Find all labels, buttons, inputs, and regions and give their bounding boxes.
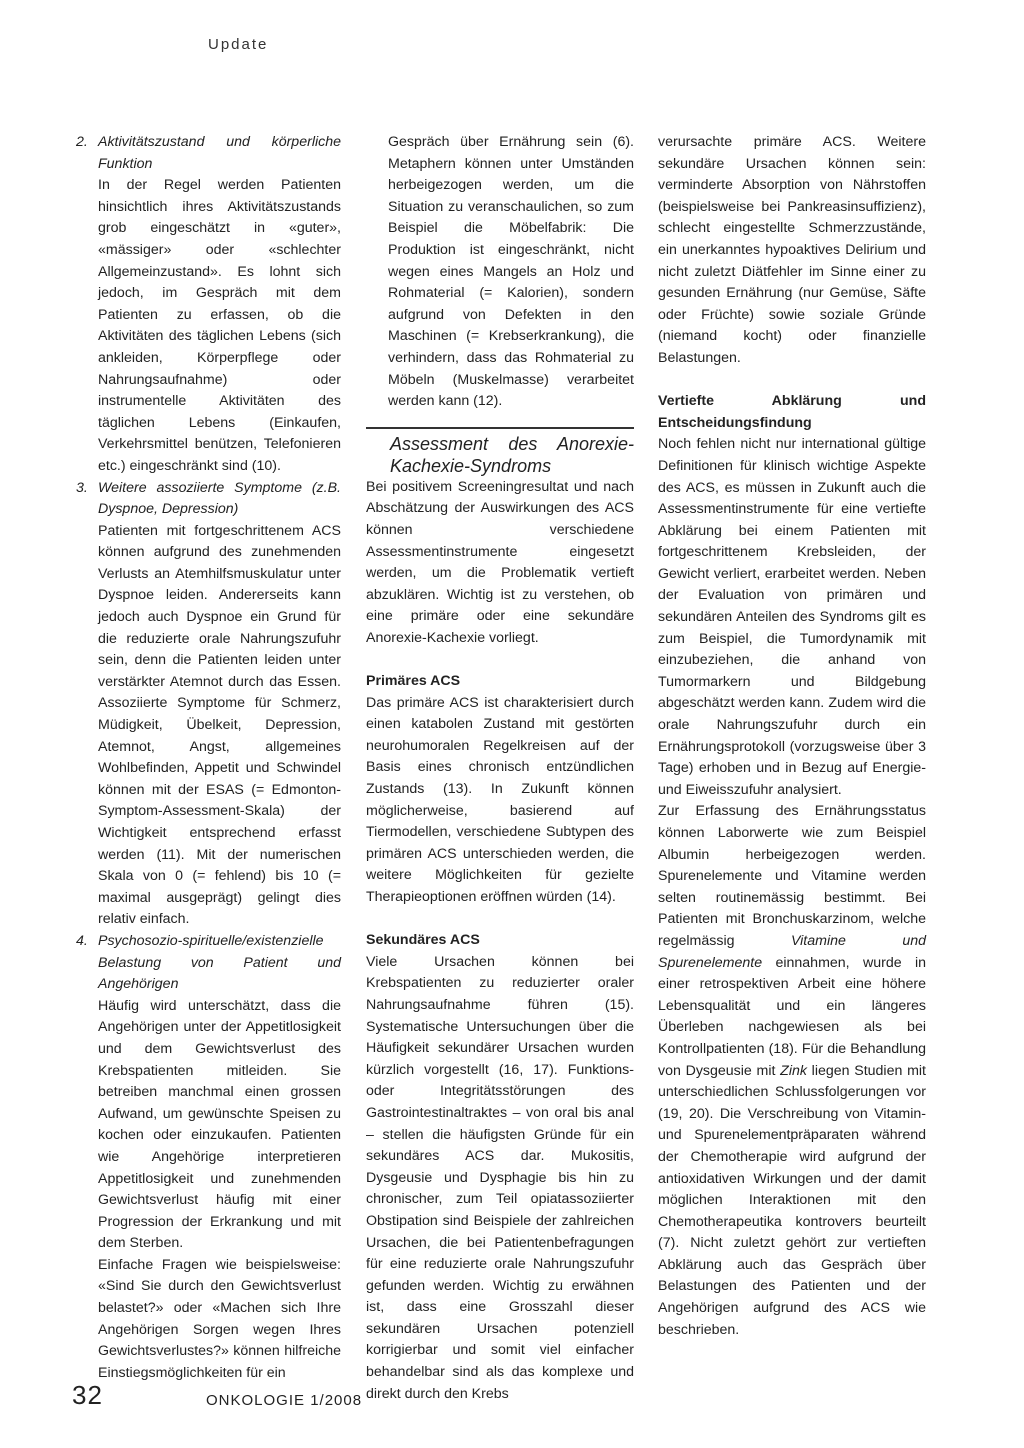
paragraph: Viele Ursachen können bei Krebspatienten zu reduzierter oraler Nahrungsaufnahme führen (15). Systematische Untersuchungen über die Häufigkeit sekundärer Ursachen wurden kürzlich vorgestellt (16, 17). Funktions- oder Integritätsstörungen des Gastrointestinaltraktes – von oral bis anal – stellen die häufigsten Gründe für ein sekundäres ACS dar. Mukositis, Dysgeusie und Dysphagie bis hin zu chronischer, zum Teil opiatassoziierter Obstipation sind Beispiele der zahlreichen Ursachen, die bei Patientenbefragungen für eine reduzierte orale Nahrungszufuhr gefunden werden. Wichtig zu erwähnen ist, dass eine Grosszahl dieser sekundären Ursachen potenziell korrigierbar und somit viel einfacher behandelbar sind als das komplexe und direkt durch den Krebs [366,953,634,1402]
text-run: Zur Erfassung des Ernährungsstatus können Laborwerte wie zum Beispiel Albumin herbeigezogen werden. Spurenelemente und Vitamine werden selten routinemässig bestimmt. Bei Patienten mit Bronchuskarzinom, welche regelmässig [658,803,926,949]
paragraph: Häufig wird unterschätzt, dass die Angehörigen unter der Appetitlosigkeit und dem Gewichtsverlust des Krebspatienten mitleiden. Sie betreiben manchmal einen grossen Aufwand, um gewünschte Speisen zu kochen oder einzukaufen. Patienten wie Angehörige interpretieren Appetitlosigkeit und zunehmenden Gewichtsverlust häufig mit einer Progression der Erkrankung und mit dem Sterben. [98,997,341,1252]
subheading: Vertiefte Abklärung und Entscheidungsfindung [658,393,926,431]
list-item-4 [76,931,341,1384]
paragraph: verursachte primäre ACS. Weitere sekundäre Ursachen können sein: verminderte Absorption von Nährstoffen (beispielsweise bei Pankreasinsuffizienz), schlecht eingestellte Schmerzzustände, ein unerkanntes hypoaktives Delirium und nicht zuletzt Diätfehler im Sinne einer zu gesunden Ernährung (nur Gemüse, Säfte oder Früchte) sowie soziale Gründe (niemand kocht) oder finanzielle Belastungen. [658,134,926,366]
list-number: 2. [76,134,88,150]
list-item-3 [76,478,341,931]
list-item-title: Weitere assoziierte Symptome (z.B. Dyspnoe, Depression) [98,479,341,518]
column-1 [76,132,341,1384]
paragraph: Bei positivem Screeningresultat und nach Abschätzung der Auswirkungen des ACS können verschiedene Assessmentinstrumente eingesetzt werden, um die Problematik vertieft abzuklären. Wichtig ist zu verstehen, ob eine primäre oder eine sekundäre Anorexie-Kachexie vorliegt. [366,478,634,646]
paragraph: Das primäre ACS ist charakterisiert durch einen katabolen Zustand mit gestörten neurohumoralen Regelkreisen auf der Basis eines chronisch entzündlichen Zustands (13). In Zukunft können möglicherweise, basierend auf Tiermodellen, verschiedene Subtypen des primären ACS unterschieden werden, die weitere Möglichkeiten für gezielte Therapieoptionen eröffnen würden (14). [366,694,634,905]
section-rule [366,427,634,429]
paragraph: Patienten mit fortgeschrittenem ACS können aufgrund des zunehmenden Verlusts an Atemhilfsmuskulatur unter Dyspnoe leiden. Andererseits kann jedoch auch Dyspnoe ein Grund für die reduzierte orale Nahrungszufuhr sein, denn die Patienten leiden unter verstärkter Atemnot durch das Essen. Assoziierte Symptome für Schmerz, Müdigkeit, Übelkeit, Depression, Atemnot, Angst, allgemeines Wohlbefinden, Appetit und Schwindel können mit der ESAS (= Edmonton-Symptom-Assessment-Skala) der Wichtigkeit entsprechend erfasst werden (11). Mit der numerischen Skala von 0 (= fehlend) bis 10 (= maximal ausgeprägt) gelingt dies relativ einfach. [98,522,341,928]
paragraph [658,801,926,1341]
emphasis: Vitamine und Spurenelemente [658,932,926,971]
paragraph: Einfache Fragen wie beispielsweise: «Sind Sie durch den Gewichtsverlust belastet?» oder «Machen sich Ihre Angehörigen Sorgen wegen Ihres Gewichtsverlustes?» können hilfreiche Einstiegsmöglichkeiten für ein [98,1256,341,1381]
subheading: Sekundäres ACS [366,932,480,949]
list-number: 3. [76,479,88,496]
text-run: einnahmen, wurde in einer retrospektiven Arbeit eine höhere Lebensqualität und ein längeres Überleben nachgewiesen als bei Kontrollpatienten (18). Für die Behandlung von Dysgeusie mit [658,954,926,1079]
column-3 [658,132,926,1341]
column-2 [366,132,634,1405]
emphasis: Zink [780,1062,807,1079]
list-number: 4. [76,932,88,949]
journal-issue: ONKOLOGIE 1/2008 [206,1392,363,1409]
paragraph: Noch fehlen nicht nur international gültige Definitionen für klinisch wichtige Aspekte des ACS, es müssen in Zukunft auch die Assessmentinstrumente für eine vertiefte Abklärung bei einem Patienten mit fortgeschrittenem Krebsleiden, der Gewicht verliert, erarbeitet werden. Neben der Evaluation von primären und sekundären Anteilen des Syndroms gilt es zum Beispiel, die Tumordynamik mit einzubeziehen, die anhand von Tumormarkern und Bildgebung abgeschätzt werden kann. Zudem wird die orale Nahrungszufuhr durch ein Ernährungsprotokoll (vorzugsweise über 3 Tage) erhoben und in Bezug auf Energie- und Eiweisszufuhr analysiert. [658,436,926,798]
page-number: 32 [72,1380,103,1410]
list-item-title: Psychosozio-spirituelle/existenzielle Belastung von Patient und Angehörigen [98,932,341,993]
paragraph: In der Regel werden Patienten hinsichtlich ihres Aktivitätszustands grob eingeschätzt in «guter», «mässiger» oder «schlechter Allgemeinzustand». Es lohnt sich jedoch, im Gespräch mit dem Patienten zu erfassen, ob die Aktivitäten des täglichen Lebens (sich ankleiden, Körperpflege oder Nahrungsaufnahme) oder instrumentelle Aktivitäten des täglichen Lebens (Einkaufen, Verkehrsmittel benützen, Telefonieren etc.) eingeschränkt sind (10). [98,177,341,474]
text-run: liegen Studien mit unterschiedlichen Schlussfolgerungen vor (19, 20). Die Verschreibung von Vitamin- und Spurenelementpräparaten während der Chemotherapie wird aufgrund der antioxidativen Wirkungen und der damit möglichen Interaktionen mit den Chemotherapeutika kontrovers beurteilt (7). Nicht zuletzt gehört zur vertieften Abklärung auch das Gespräch über Belastungen des Patienten und der Angehörigen aufgrund des ACS wie beschrieben. [658,1062,926,1338]
subheading: Primäres ACS [366,673,461,690]
paragraph: Gespräch über Ernährung sein (6). Metaphern können unter Umständen herbeigezogen werden, um die Situation zu veranschaulichen, so zum Beispiel die Möbelfabrik: Die Produktion ist eingeschränkt, nicht wegen eines Mangels an Holz und Rohmaterial (= Kalorien), sondern aufgrund von Defekten in den Maschinen (= Krebserkrankung), die verhindern, dass das Rohmaterial zu Möbeln (Muskelmasse) verarbeitet werden kann (12). [388,134,634,410]
list-item-title: Aktivitätszustand und körperliche Funktion [98,134,341,172]
section-header: Update [208,36,269,53]
list-item-2 [76,132,341,478]
section-title: Assessment des Anorexie-Kachexie-Syndroms [390,433,634,476]
